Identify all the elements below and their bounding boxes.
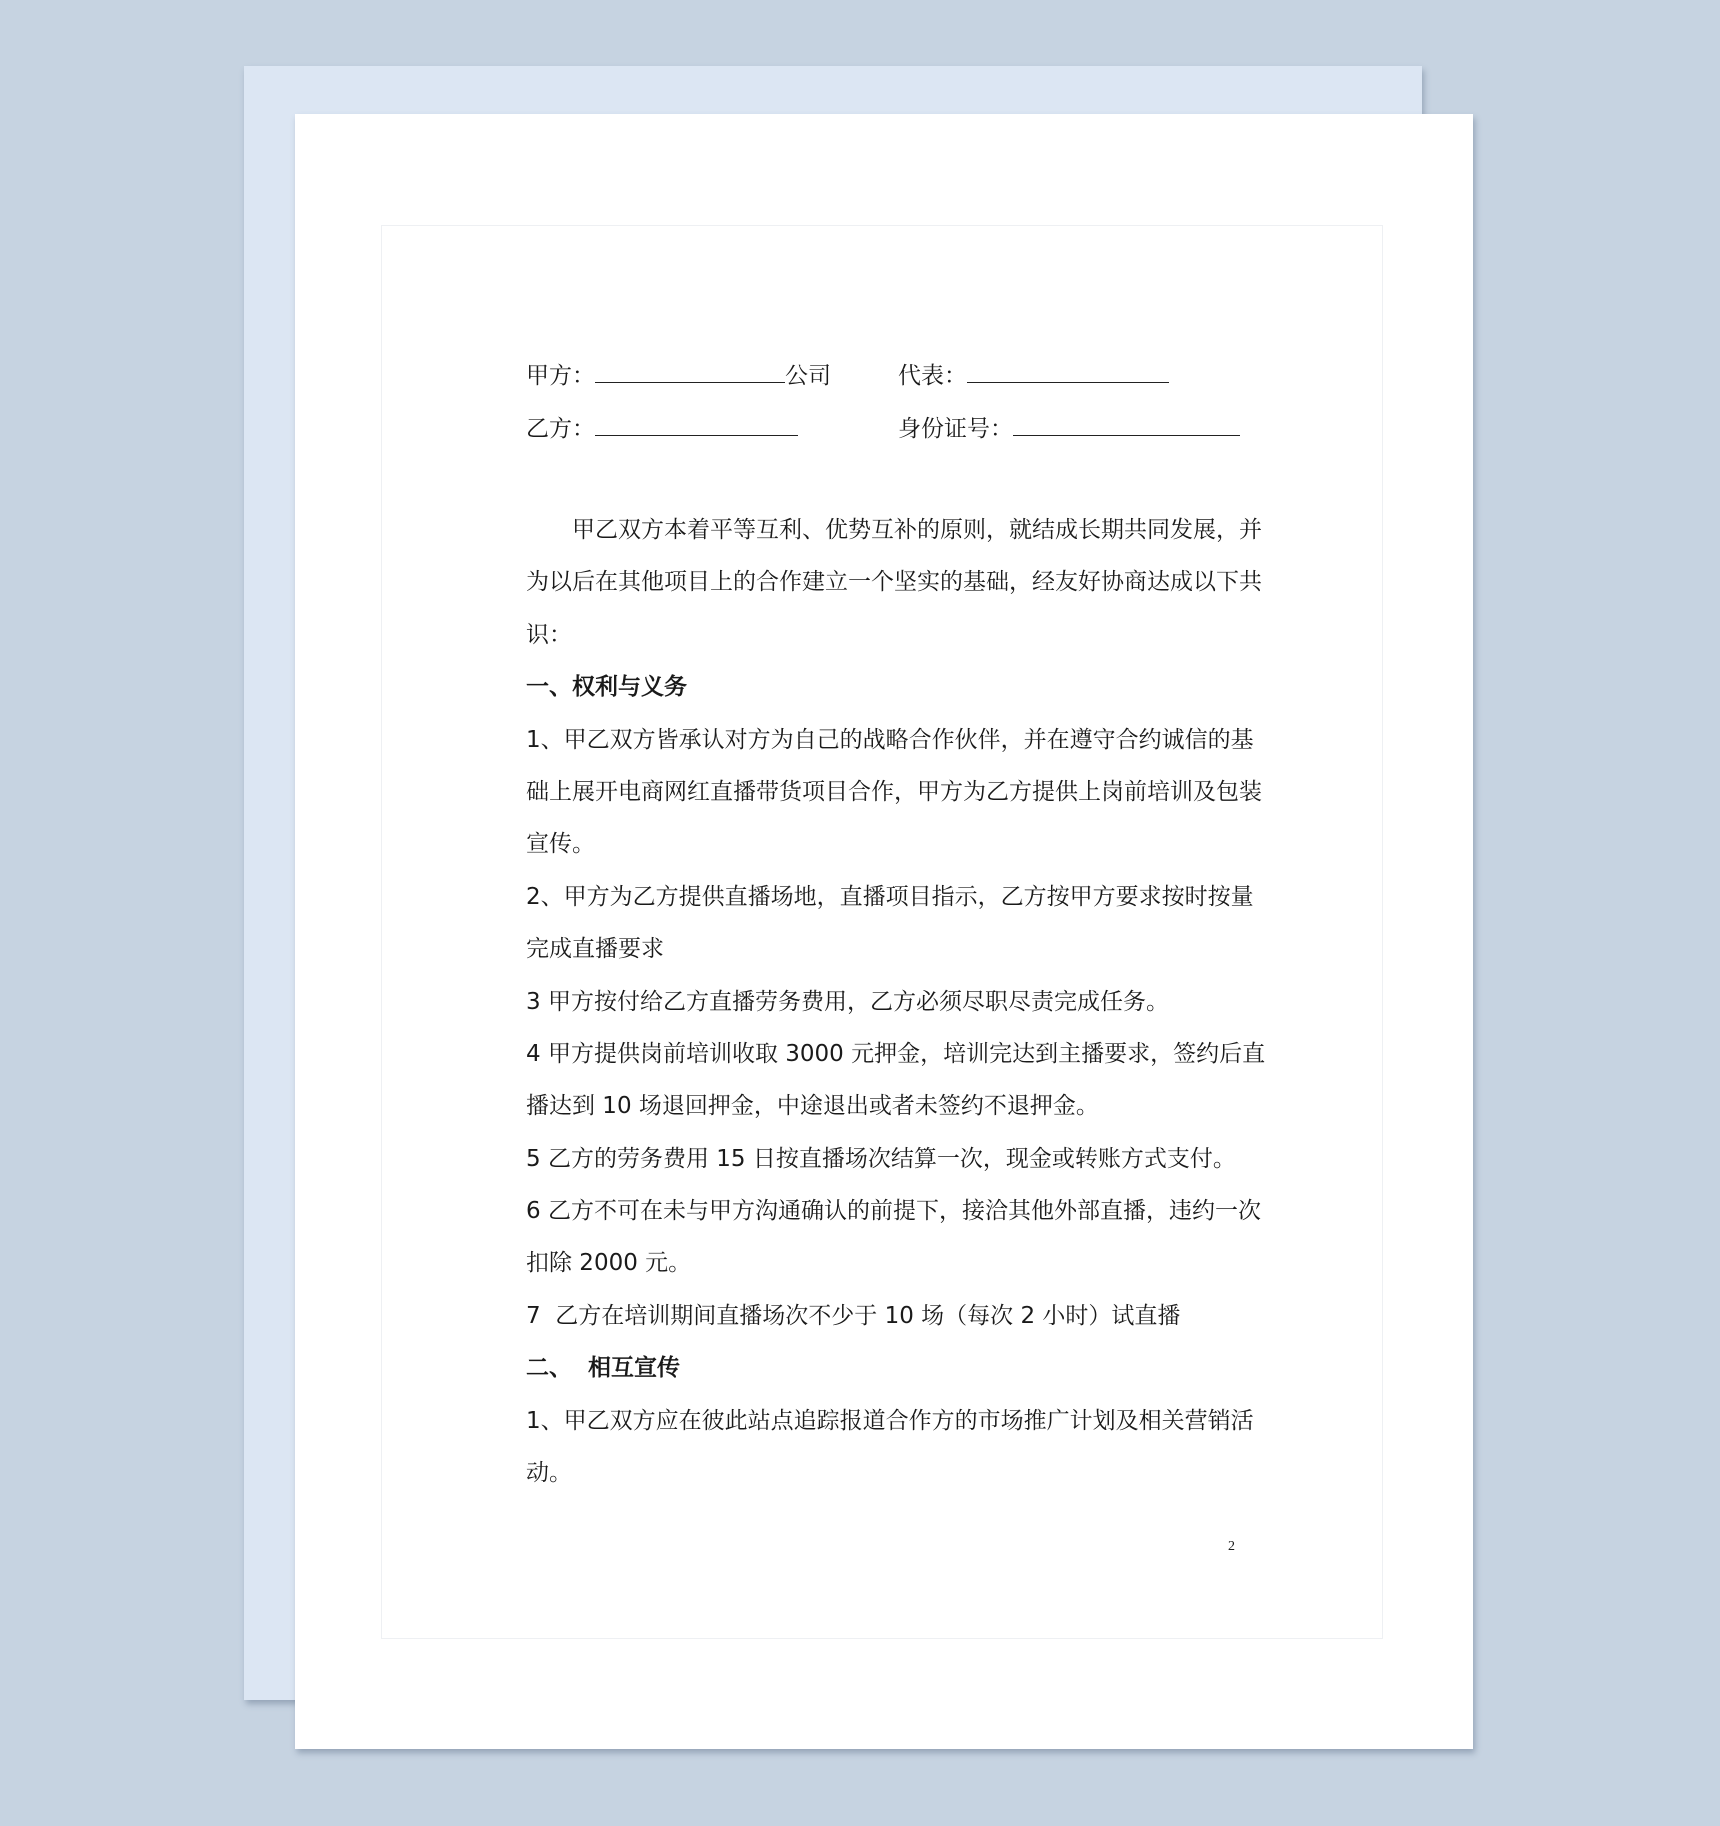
- paragraph-line: 为以后在其他项目上的合作建立一个坚实的基础，经友好协商达成以下共: [526, 569, 1262, 596]
- representative-blank[interactable]: [967, 358, 1169, 383]
- section-heading: 二、 相互宣传: [526, 1355, 681, 1382]
- clause-line: 1、甲乙双方应在彼此站点追踪报道合作方的市场推广计划及相关营销活: [526, 1407, 1254, 1434]
- party-a-suffix: 公司: [785, 363, 831, 389]
- representative-row: [898, 357, 1169, 390]
- party-a-blank[interactable]: [595, 358, 785, 383]
- clause-line: 动。: [526, 1460, 572, 1487]
- party-b-blank[interactable]: [595, 411, 798, 436]
- clause-line: 完成直播要求: [526, 936, 664, 963]
- party-a-label: 甲方：: [526, 363, 595, 389]
- party-b-label: 乙方：: [526, 416, 595, 442]
- clause-line: 础上展开电商网红直播带货项目合作，甲方为乙方提供上岗前培训及包装: [526, 778, 1262, 805]
- clause-line: 5 乙方的劳务费用 15 日按直播场次结算一次，现金或转账方式支付。: [526, 1145, 1236, 1172]
- id-number-row: [898, 410, 1240, 443]
- paragraph-line: 识：: [526, 621, 572, 648]
- party-a-row: [526, 357, 831, 390]
- clause-line: 播达到 10 场退回押金，中途退出或者未签约不退押金。: [526, 1093, 1099, 1120]
- clause-line: 宣传。: [526, 831, 595, 858]
- clause-line: 7 乙方在培训期间直播场次不少于 10 场（每次 2 小时）试直播: [526, 1302, 1181, 1329]
- clause-line: 3 甲方按付给乙方直播劳务费用，乙方必须尽职尽责完成任务。: [526, 988, 1169, 1015]
- paragraph-line: 甲乙双方本着平等互利、优势互补的原则，就结成长期共同发展，并: [572, 517, 1262, 543]
- contract-body: [526, 504, 1266, 1499]
- representative-label: 代表：: [898, 363, 967, 389]
- clause-line: 4 甲方提供岗前培训收取 3000 元押金，培训完达到主播要求，签约后直: [526, 1040, 1266, 1067]
- clause-line: 1、甲乙双方皆承认对方为自己的战略合作伙伴，并在遵守合约诚信的基: [526, 726, 1254, 753]
- section-heading: 一、权利与义务: [526, 674, 687, 701]
- party-b-row: [526, 410, 798, 443]
- clause-line: 6 乙方不可在未与甲方沟通确认的前提下，接洽其他外部直播，违约一次: [526, 1198, 1261, 1225]
- clause-line: 2、甲方为乙方提供直播场地，直播项目指示，乙方按甲方要求按时按量: [526, 883, 1254, 910]
- id-number-blank[interactable]: [1013, 411, 1240, 436]
- page-number: 2: [1228, 1539, 1235, 1554]
- id-number-label: 身份证号：: [898, 416, 1013, 442]
- clause-line: 扣除 2000 元。: [526, 1250, 692, 1277]
